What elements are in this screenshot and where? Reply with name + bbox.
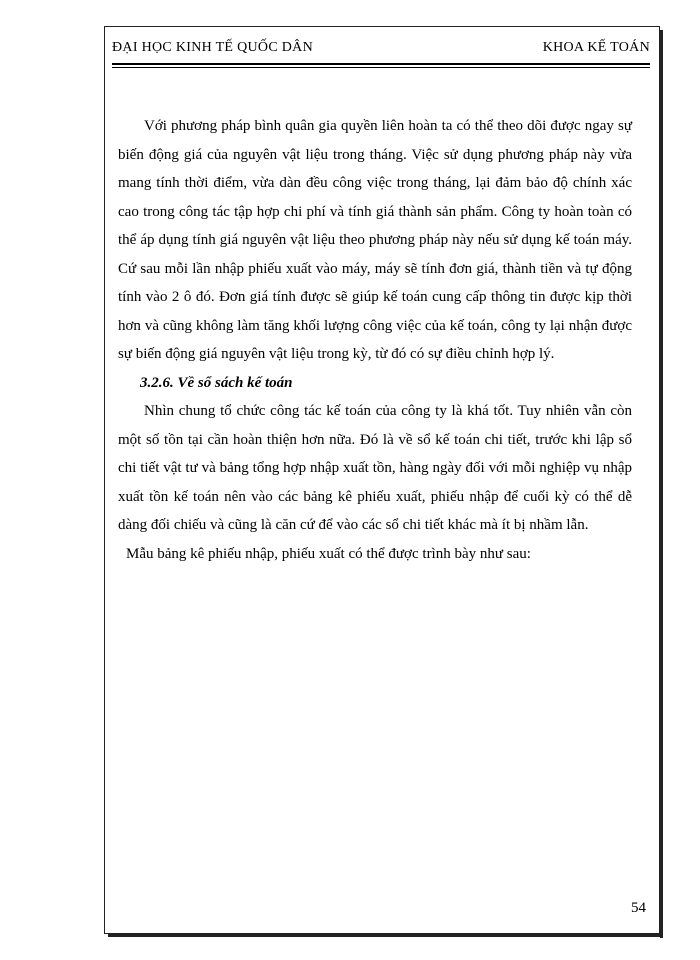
header-faculty: KHOA KẾ TOÁN (542, 40, 650, 55)
page-header (112, 40, 650, 64)
header-rule-thick (112, 63, 650, 65)
page-border-shadow-right (660, 30, 663, 938)
section-heading: 3.2.6. Về sổ sách kế toán (140, 374, 293, 391)
paragraph-template-intro: Mẫu bảng kê phiếu nhập, phiếu xuất có thể được trình bày như sau: (126, 545, 531, 562)
paragraph-accounting-books: Nhìn chung tổ chức công tác kế toán của công ty là khá tốt. Tuy nhiên vẫn còn một số tồn tại cần hoàn thiện hơn nữa. Đó là về sổ kế toán chi tiết, trước khi lập sổ chi tiết vật tư và bảng tổng hợp nhập xuất tồn, hàng ngày đối với mỗi nghiệp vụ nhập xuất tồn kế toán nên vào các bảng kê phiếu xuất, phiếu nhập để cuối kỳ có thể dễ dàng đối chiếu và cũng là căn cứ để vào các sổ chi tiết khác mà ít bị nhầm lẫn. (118, 403, 632, 533)
header-university: ĐẠI HỌC KINH TẾ QUỐC DÂN (112, 40, 313, 55)
paragraph-weighted-average-method: Với phương pháp bình quân gia quyền liên hoàn ta có thể theo dõi được ngay sự biến động giá của nguyên vật liệu trong tháng. Việc sử dụng phương pháp này vừa mang tính thời điểm, vừa dàn đều công việc trong tháng, lại đảm bảo độ chính xác cao trong công tác tập hợp chi phí và tính giá thành sản phẩm. Công ty hoàn toàn có thể áp dụng tính giá nguyên vật liệu theo phương pháp này nếu sử dụng kế toán máy. Cứ sau mỗi lần nhập phiếu xuất vào máy, máy sẽ tính đơn giá, thành tiền và tự động tính vào 2 ô đó. Đơn giá tính được sẽ giúp kế toán cung cấp thông tin được kịp thời hơn và cũng không làm tăng khối lượng công việc của kế toán, công ty lại nhận được sự biến động giá nguyên vật liệu trong kỳ, từ đó có sự điều chỉnh hợp lý. (118, 118, 632, 362)
page-body (118, 112, 632, 568)
page-border-shadow-bottom (108, 934, 663, 937)
header-rule-thin (112, 67, 650, 68)
page-number: 54 (631, 900, 646, 916)
